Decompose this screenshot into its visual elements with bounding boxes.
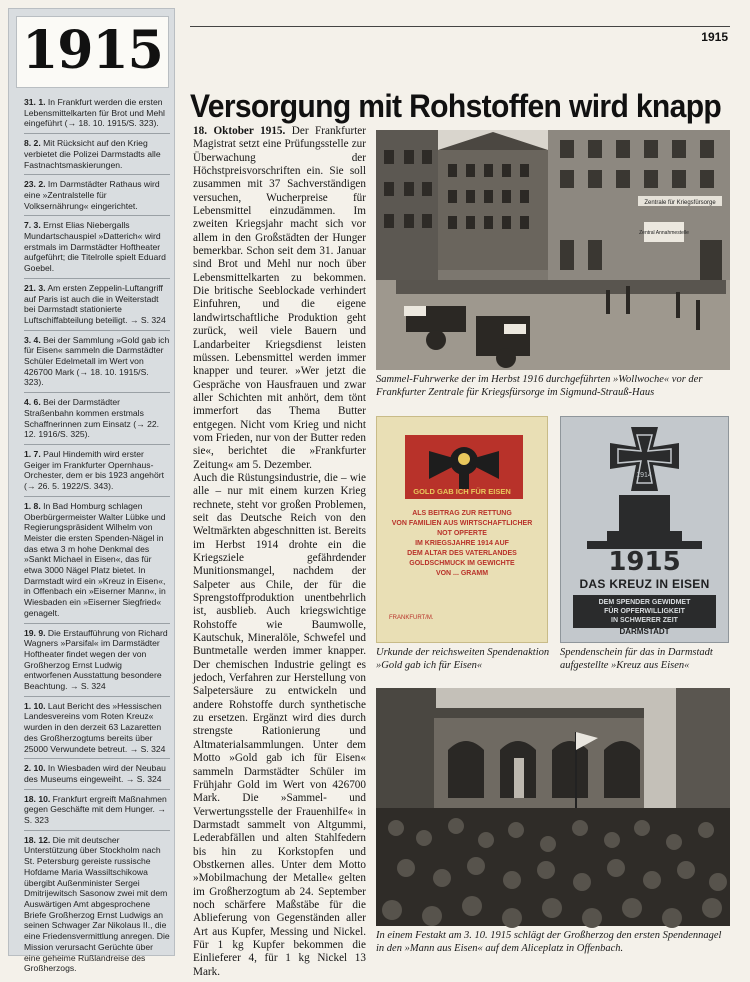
event-text: Laut Bericht des »Hessischen Landesvereins vom Roten Kreuz« wurden in den derzeit 63 Lazaretten des Großherzogtums bereits über 25000 Verwundete betreut. → S. 324 (24, 700, 166, 754)
sidebar-event (24, 397, 170, 445)
article-body (193, 125, 366, 978)
event-text: Am ersten Zeppelin-Luftangriff auf Paris ist auch die in Weiterstadt bei Darmstadt stationierte Luftschiffabteilung beteiligt. → S. 324 (24, 282, 166, 325)
sidebar-event (24, 138, 170, 175)
year-box (16, 16, 169, 88)
event-list (24, 97, 170, 982)
iron-cross-voucher (560, 416, 729, 643)
event-date: 8. 2. (24, 138, 41, 149)
event-date: 1. 8. (24, 500, 41, 511)
street-photo-illustration (376, 130, 730, 370)
crowd-photo-caption: In einem Festakt am 3. 10. 1915 schlägt der Großherzog den ersten Spendennagel in den »Mann aus Eisen« auf dem Aliceplatz in Offenbach. (376, 930, 722, 954)
certificate-line: GOLDSCHMUCK IM GEWICHTE (409, 560, 515, 567)
iron-cross-icon (610, 427, 679, 491)
event-text: Bei der Sammlung »Gold gab ich für Eisen« sammeln die Darmstädter Schüler Edelmetall im Wert von 426700 Mark (→ 18. 10. 1915/S. 323). (24, 334, 170, 388)
sidebar-event (24, 835, 170, 978)
sidebar-event (24, 794, 170, 831)
event-text: Paul Hindemith wird erster Geiger im Frankfurter Opernhaus-Orchester, dem er bis 1923 angehört (→ 26. 5. 1922/S. 343). (24, 448, 164, 492)
gold-certificate (376, 416, 548, 643)
event-date: 31. 1. (24, 97, 46, 107)
header-rule (190, 26, 730, 27)
iron-cross-caption: Spendenschein für das in Darmstadt aufgestellte »Kreuz aus Eisen« (560, 647, 713, 671)
event-date: 19. 9. (24, 627, 46, 638)
event-date: 18. 12. (24, 834, 51, 845)
sidebar-event (24, 701, 170, 760)
building-sign-1: Zentrale für Kriegsfürsorge (644, 200, 716, 206)
event-text: Bei der Darmstädter Straßenbahn kommen erstmals Schaffnerinnen zum Einsatz (→ 22. 12. 1916/S. 325). (24, 397, 160, 440)
event-text: Frankfurt ergreift Maßnahmen gegen Geschäfte mit dem Hunger. → S. 323 (24, 793, 167, 826)
sidebar-event (24, 449, 170, 497)
event-date: 21. 3. (24, 282, 46, 293)
street-photo (376, 130, 730, 370)
sidebar-event (24, 763, 170, 789)
article-paragraph-text: Der Frankfurter Magistrat setzt eine Prüfungsstelle zur Überwachung der Höchstpreisvorschriften ein. Sie soll zusammen mit 37 Sachverständigen versuchen, Wucherpreise für Lebensmittel einzudämmen. Im zweiten Kriegsjahr macht sich vor allem in den Großstädten der Hunger bemerkbar. Schon seit dem 31. Januar sind Brot und Mehl nur noch über Lebensmittelkarten zu bekommen. Die britische Seeblockade verhindert Einfuhren, und die eigene landwirtschaftliche Produktion geht zurück, weil viele Bauern und Landarbeiter Kriegsdienst leisten müssen. Lebensmittel werden immer knapper und teurer. »Wer jetzt die Gespräche von Hausfrauen und zwar aller Schichten mit anhört, dem tönt immerfort das Thema Butter entgegen. Nicht vom Krieg und nicht vom Frieden, nur von der Butter reden sie«, berichtet die »Frankfurter Zeitung« am 5. Dezember. (193, 125, 366, 471)
sidebar-event (24, 283, 170, 331)
event-date: 7. 3. (24, 220, 41, 231)
certificate-caption: Urkunde der reichsweiten Spendenaktion »Gold gab ich für Eisen« (376, 647, 550, 671)
building-sign-2: Zentral Annahmestelle (639, 230, 689, 236)
headline: Versorgung mit Rohstoffen wird knapp (190, 88, 722, 124)
iron-cross-title: DAS KREUZ IN EISEN (579, 577, 710, 591)
certificate-line: IM KRIEGSJAHRE 1914 AUF (415, 540, 509, 547)
iron-cross-city: DARMSTADT (619, 627, 670, 636)
event-text: In Frankfurt werden die ersten Lebensmittelkarten für Brot und Mehl eingeführt (→ 18. 10. 1915/S. 323). (24, 97, 165, 129)
event-text: Die mit deutscher Unterstützung über Stockholm nach St. Petersburg gereiste russische Hofdame Maria Wassiltschikowa übergibt Außenminister Sergei Dmitrijewitsch Sasonow zwei mit dem Auswärtigen Amt abgesprochene Briefe Großherzog Ernst Ludwigs an seinen Schwager Zar Nikolaus II., die eine Friedensvermittlung anregen. Die Mission verursacht Gerüchte über eine geheime Rußlandreise des Großherzogs. (24, 834, 170, 974)
article-paragraph (193, 125, 366, 472)
event-date: 3. 4. (24, 334, 41, 345)
event-date: 2. 10. (24, 763, 46, 774)
sidebar-event (24, 628, 170, 697)
event-date: 1. 10. (24, 700, 46, 711)
event-date: 1. 7. (24, 448, 41, 459)
sidebar-event (24, 97, 170, 134)
event-date: 23. 2. (24, 179, 46, 190)
article-dateline: 18. Oktober 1915. (193, 125, 286, 137)
sidebar-year: 1915 (22, 20, 163, 81)
sidebar-event (24, 335, 170, 394)
event-text: Mit Rücksicht auf den Krieg verbietet die Polizei Darmstadts alle Fastnachtsmaskierungen. (24, 138, 161, 170)
event-text: Ernst Elias Niebergalls Mundartschauspiel »Datterich« wird erstmals im Darmstädter Hoftheater aufgeführt; die Titelrolle spielt Eduard Goebel. (24, 220, 166, 274)
certificate-line: ALS BEITRAG ZUR RETTUNG (412, 510, 512, 517)
certificate-line: VON ... GRAMM (435, 570, 489, 577)
article-paragraph-text: Auch die Rüstungsindustrie, die – wie alle – nur mit einem kurzen Krieg rechnete, steht vor großen Problemen, seit das Deutsche Reich von den Weltmärkten abgeschnitten ist. Bereits im Herbst 1914 drohte ein die Kriegsziele gefährdender Munitionsmangel, nachdem der Salpeter aus Chile, der für die Sprengstoffproduktion unentbehrlich ist, ausblieb. Auch kriegswichtige Rohstoffe wie Baumwolle, Kautschuk, Mineralöle, Schwefel und Buntmetalle werden immer knapper. Der chemischen Industrie gelingt es jedoch, Verfahren zur Herstellung von Salpetersäure zu entwickeln und andere Rohstoffe durch synthetische zu ersetzen. Ergänzt wird dies durch strengste Rationierung und Altmaterialsammlungen. Unter dem Motto »Gold gab ich für Eisen« sammeln Darmstädter Schüler im Frühjahr Gold im Wert von 426700 Mark. Die »Sammel- und Verwertungsstelle der Frauenhilfe« in Darmstadt sammelt von Altgummi, Lederabfällen und alten Stahlfedern bis hin zu Korkstopfen und Obstkernen alles. Unter dem Motto »Mobilmachung der Metalle« gelten im Großherzogtum ab 24. September noch schärfere Maßstäbe für die Ablieferung von Gegenständen aller Art aus Kupfer, Messing und Nickel. Für 1 kg Kupfer bekommen die Einlieferer 4, für 1 kg Nickel 13 Mark. (193, 471, 366, 978)
certificate-line: VON FAMILIEN AUS WIRTSCHAFTLICHER NOT OPFERTE (391, 520, 533, 537)
dedication-line: FÜR OPFERWILLIGKEIT (604, 608, 685, 615)
dedication-line: DEM SPENDER GEWIDMET (598, 599, 691, 606)
crowd-photo-illustration (376, 688, 730, 926)
event-text: Die Erstaufführung von Richard Wagners »Parsifal« im Darmstädter Hoftheater findet wegen der von Großherzog Ernst Ludwig entworfenen Ausstattung besondere Beachtung. → S. 324 (24, 627, 168, 692)
iron-cross-year: 1915 (608, 547, 681, 577)
certificate-footer: FRANKFURT/M. (389, 615, 434, 621)
event-date: 4. 6. (24, 397, 41, 408)
event-text: Im Darmstädter Rathaus wird eine »Zentralstelle für Volksernährung« eingerichtet. (24, 179, 160, 211)
event-text: In Bad Homburg schlagen Oberbürgermeister Walter Lübke und Regierungspräsident Wilhelm von Meister die ersten Spenden-Nägel in das etwa 3 m hohe Denkmal des »Sankt Michael in Eisen«, das für etwa 3000 Nägel Platz bietet. In Darmstadt wird ein »Kreuz in Eisen«, in Offenbach ein »Eiserner Mann«, in Wiesbaden ein »Eiserner Siegfried« genagelt. (24, 500, 166, 618)
sidebar-event (24, 179, 170, 216)
event-date: 18. 10. (24, 793, 51, 804)
event-text: In Wiesbaden wird der Neubau des Museums eingeweiht. → S. 324 (24, 763, 166, 784)
certificate-line: DEM ALTAR DES VATERLANDES (407, 550, 517, 557)
sidebar-event (24, 220, 170, 279)
crowd-photo (376, 688, 730, 926)
article-paragraph (193, 472, 366, 979)
certificate-banner: GOLD GAB ICH FÜR EISEN (413, 487, 511, 496)
page-year: 1915 (701, 30, 728, 44)
cross-year: 1914 (636, 472, 652, 479)
dedication-line: IN SCHWERER ZEIT (611, 617, 678, 624)
sidebar-event (24, 501, 170, 624)
certificate-text (389, 509, 535, 579)
chronicle-sidebar (8, 8, 175, 974)
iron-cross-dedication (573, 595, 716, 628)
street-photo-caption: Sammel-Fuhrwerke der im Herbst 1916 durchgeführten »Wollwoche« vor der Frankfurter Zentrale für Kriegsfürsorge im Sigmund-Strauß-Haus (376, 374, 703, 398)
